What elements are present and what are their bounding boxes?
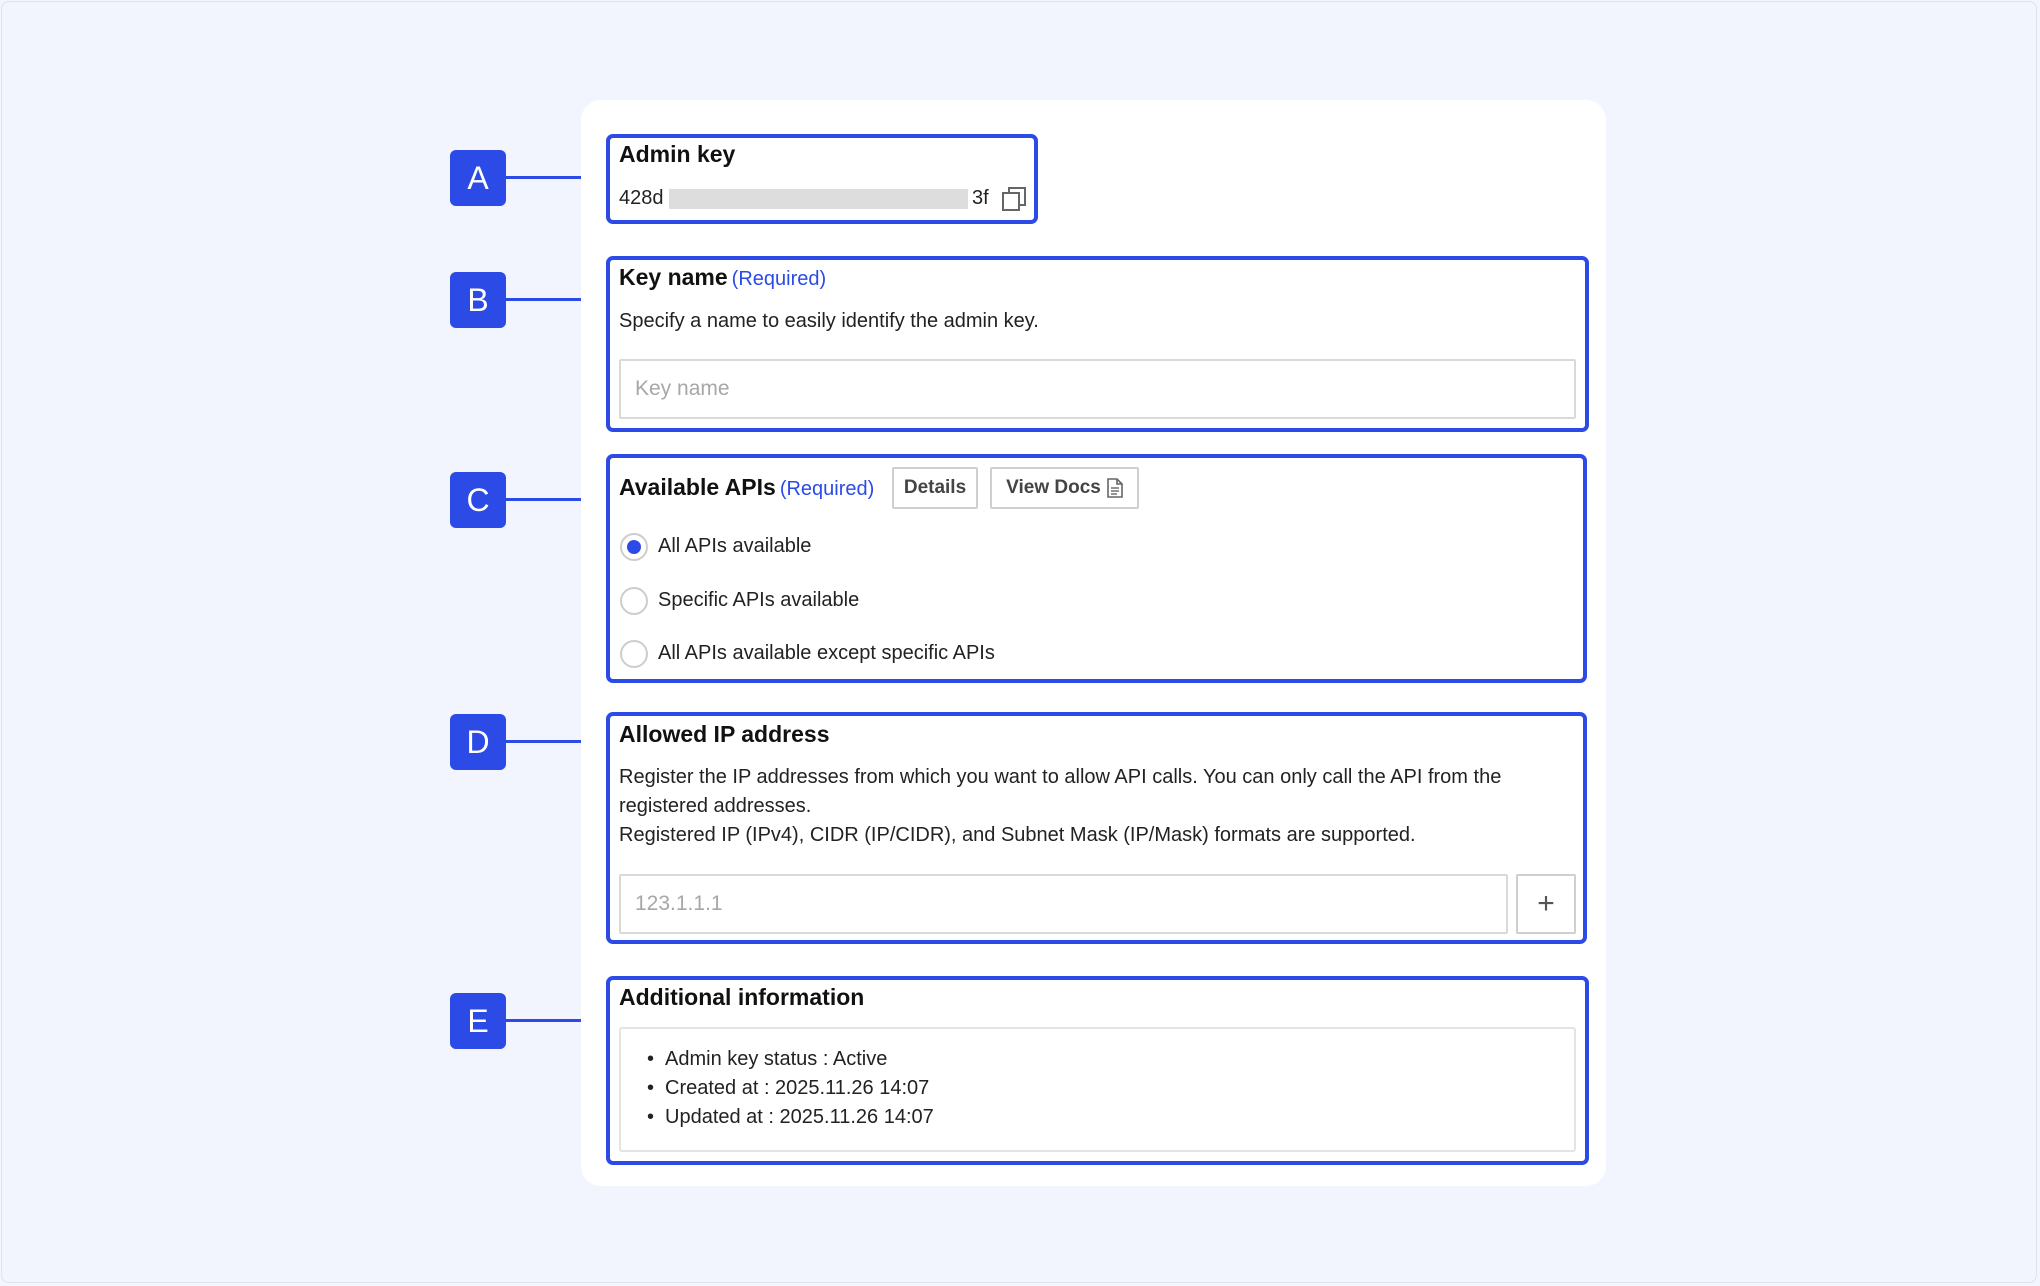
info-item-created-text: Created at : 2025.11.26 14:07 xyxy=(665,1077,930,1099)
radio-all-except-specific-label: All APIs available except specific APIs xyxy=(658,642,995,664)
bullet: • xyxy=(647,1077,655,1099)
callout-marker-d: D xyxy=(450,714,506,770)
radio-all-except-specific[interactable] xyxy=(620,640,648,668)
document-icon xyxy=(1107,478,1123,498)
info-item-created xyxy=(647,1077,929,1100)
ip-address-placeholder: 123.1.1.1 xyxy=(635,892,723,915)
bullet: • xyxy=(647,1048,655,1070)
radio-specific-apis[interactable] xyxy=(620,587,648,615)
allowed-ip-description-line3: Registered IP (IPv4), CIDR (IP/CIDR), and Subnet Mask (IP/Mask) formats are supported. xyxy=(619,824,1416,846)
copy-icon[interactable] xyxy=(1001,186,1027,212)
allowed-ip-title: Allowed IP address xyxy=(619,721,830,747)
ip-address-input[interactable] xyxy=(619,874,1508,934)
callout-marker-e: E xyxy=(450,993,506,1049)
additional-info-title: Additional information xyxy=(619,984,865,1010)
callout-marker-a: A xyxy=(450,150,506,206)
admin-key-value-prefix: 428d xyxy=(619,187,664,209)
allowed-ip-description-line1: Register the IP addresses from which you want to allow API calls. You can only call the API from the xyxy=(619,766,1502,788)
key-name-placeholder: Key name xyxy=(635,377,730,400)
callout-marker-b: B xyxy=(450,272,506,328)
key-name-input[interactable] xyxy=(619,359,1576,419)
admin-key-title: Admin key xyxy=(619,141,736,167)
required-label: (Required) xyxy=(779,478,875,500)
plus-icon: + xyxy=(1537,887,1555,920)
view-docs-button[interactable] xyxy=(990,467,1139,509)
info-item-status xyxy=(647,1048,887,1071)
key-name-description: Specify a name to easily identify the admin key. xyxy=(619,310,1039,332)
view-docs-label: View Docs xyxy=(1006,477,1101,498)
key-name-title-text: Key name xyxy=(619,264,728,290)
available-apis-title-text: Available APIs xyxy=(619,474,776,500)
callout-marker-c: C xyxy=(450,472,506,528)
admin-key-value-suffix: 3f xyxy=(972,187,989,209)
required-label: (Required) xyxy=(731,268,827,290)
radio-all-apis-label: All APIs available xyxy=(658,535,812,557)
bullet: • xyxy=(647,1106,655,1128)
info-item-updated-text: Updated at : 2025.11.26 14:07 xyxy=(665,1106,934,1128)
radio-specific-apis-label: Specific APIs available xyxy=(658,589,860,611)
info-item-updated xyxy=(647,1106,934,1129)
details-button[interactable]: Details xyxy=(892,467,978,509)
key-name-title xyxy=(619,264,826,291)
radio-all-apis[interactable] xyxy=(620,533,648,561)
available-apis-title xyxy=(619,474,874,501)
info-item-status-text: Admin key status : Active xyxy=(665,1048,888,1070)
admin-key-masked-value xyxy=(669,189,968,209)
allowed-ip-description-line2: registered addresses. xyxy=(619,795,812,817)
add-ip-button[interactable] xyxy=(1516,874,1576,934)
